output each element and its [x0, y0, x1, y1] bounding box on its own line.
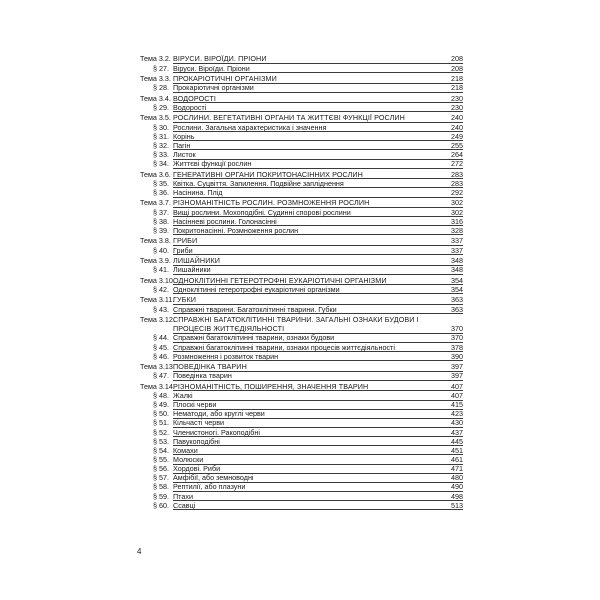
toc-entry-content	[173, 446, 463, 456]
toc-entry-content	[173, 188, 463, 198]
page-reference: 272	[451, 159, 463, 169]
page-reference: 513	[451, 500, 463, 510]
page-reference: 348	[451, 256, 463, 266]
section-title: Жалкі	[173, 391, 193, 401]
toc-entry-content	[173, 123, 463, 133]
toc-entry-content	[173, 492, 463, 502]
section-number: § 43.	[153, 304, 169, 314]
topic-number: Тема 3.13.	[140, 362, 175, 372]
toc-topic-row	[140, 315, 463, 333]
section-number: § 37.	[153, 207, 169, 217]
toc-section-row	[140, 179, 463, 188]
section-title: Хордові. Риби	[173, 464, 221, 474]
toc-entry-content	[173, 226, 463, 236]
toc-section-row	[140, 141, 463, 150]
section-number: § 48.	[153, 391, 169, 401]
page-reference: 337	[451, 236, 463, 246]
section-number: § 54.	[153, 445, 169, 455]
topic-number: Тема 3.8.	[140, 236, 171, 246]
toc-entry-content	[173, 198, 463, 208]
toc-section-row	[140, 103, 463, 112]
toc-section-row	[140, 455, 463, 464]
section-number: § 34.	[153, 159, 169, 169]
section-title: Вищі рослини. Мохоподібні. Судинні спорові рослини	[173, 207, 351, 217]
toc-entry-content	[173, 464, 463, 474]
toc-entry-content	[173, 343, 463, 353]
topic-title: ЛИШАЙНИКИ	[173, 256, 221, 266]
toc-entry-content	[173, 285, 463, 295]
toc-topic-row	[140, 256, 463, 265]
section-title: Комахи	[173, 445, 198, 455]
toc-section-row	[140, 446, 463, 455]
section-title: Прокаріотичні організми	[173, 83, 254, 93]
page-reference: 430	[451, 418, 463, 428]
section-title: Амфібії, або земноводні	[173, 473, 254, 483]
section-number: § 33.	[153, 149, 169, 159]
toc-entry-content	[173, 208, 463, 218]
section-title: Корінь	[173, 131, 195, 141]
toc-entry-content	[173, 64, 463, 74]
section-number: § 47.	[153, 371, 169, 381]
section-number: § 42.	[153, 284, 169, 294]
table-of-contents	[140, 53, 463, 510]
section-title: Членистоногі. Ракоподібні	[173, 427, 260, 437]
topic-title: ПОВЕДІНКА ТВАРИН	[173, 362, 247, 372]
toc-topic-row	[140, 362, 463, 371]
section-number: § 40.	[153, 245, 169, 255]
page-reference: 292	[451, 187, 463, 197]
toc-section-row	[140, 333, 463, 342]
toc-section-row	[140, 473, 463, 482]
section-title: Плоскі черви	[173, 400, 217, 410]
section-title: Птахи	[173, 491, 193, 501]
section-number: § 46.	[153, 351, 169, 361]
section-number: § 29.	[153, 102, 169, 112]
topic-title: ОДНОКЛІТИННІ ГЕТЕРОТРОФНІ ЕУКАРІОТИЧНІ ОРГАНІЗМИ	[173, 275, 387, 285]
section-title: Одноклітинні гетеротрофні еукаріотичні організми	[173, 284, 340, 294]
toc-entry-content	[173, 113, 463, 123]
toc-section-row	[140, 188, 463, 197]
section-number: § 31.	[153, 131, 169, 141]
toc-entry-content	[173, 352, 463, 362]
page-reference: 354	[451, 275, 463, 285]
section-number: § 49.	[153, 400, 169, 410]
toc-entry-content	[173, 333, 463, 343]
toc-entry-content	[173, 103, 463, 113]
page-reference: 240	[451, 122, 463, 132]
toc-entry-content	[173, 256, 463, 266]
toc-section-row	[140, 492, 463, 501]
toc-entry-content	[173, 141, 463, 151]
toc-entry-content	[173, 382, 463, 392]
toc-entry-content	[173, 315, 463, 334]
section-number: § 27.	[153, 63, 169, 73]
section-title: Життєві функції рослин	[173, 159, 252, 169]
toc-entry-content	[173, 362, 463, 372]
toc-entry-content	[173, 437, 463, 447]
topic-number: Тема 3.4.	[140, 93, 171, 103]
toc-section-row	[140, 159, 463, 168]
section-title: Гриби	[173, 245, 193, 255]
toc-section-row	[140, 265, 463, 274]
toc-topic-row	[140, 74, 463, 83]
section-number: § 44.	[153, 333, 169, 343]
page-reference: 445	[451, 436, 463, 446]
page-reference: 328	[451, 225, 463, 235]
page-reference: 471	[451, 464, 463, 474]
topic-title: ГРИБИ	[173, 236, 198, 246]
topic-number: Тема 3.11.	[140, 295, 175, 305]
section-number: § 41.	[153, 265, 169, 275]
toc-section-row	[140, 123, 463, 132]
page-reference: 363	[451, 304, 463, 314]
toc-entry-content	[173, 83, 463, 93]
toc-entry-content	[173, 473, 463, 483]
topic-number: Тема 3.2.	[140, 54, 171, 64]
toc-topic-row	[140, 236, 463, 245]
toc-section-row	[140, 226, 463, 235]
section-number: § 53.	[153, 436, 169, 446]
page-reference: 283	[451, 178, 463, 188]
page-reference: 370	[451, 333, 463, 343]
toc-topic-row	[140, 295, 463, 304]
toc-section-row	[140, 352, 463, 361]
toc-section-row	[140, 285, 463, 294]
page-reference: 218	[451, 74, 463, 84]
toc-section-row	[140, 391, 463, 400]
page-reference: 451	[451, 445, 463, 455]
toc-section-row	[140, 418, 463, 427]
page-reference: 302	[451, 207, 463, 217]
section-number: § 55.	[153, 455, 169, 464]
section-title: Насінневі рослини. Голонасінні	[173, 216, 277, 226]
page-reference: 480	[451, 473, 463, 483]
page-reference: 378	[451, 342, 463, 352]
section-title: Справжні багатоклітинні тварини, ознаки процесів життєдіяльності	[173, 342, 395, 352]
page-reference: 498	[451, 491, 463, 501]
page-reference: 337	[451, 245, 463, 255]
section-number: § 36.	[153, 187, 169, 197]
toc-section-row	[140, 428, 463, 437]
page-reference: 490	[451, 482, 463, 492]
page-reference: 397	[451, 371, 463, 381]
page-reference: 415	[451, 400, 463, 410]
toc-section-row	[140, 83, 463, 92]
topic-title: ПРОКАРІОТИЧНІ ОРГАНІЗМИ	[173, 74, 277, 84]
toc-entry-content	[173, 159, 463, 169]
section-title: Справжні багатоклітинні тварини, ознаки будови	[173, 333, 335, 343]
section-title: Розмноження і розвиток тварин	[173, 351, 279, 361]
section-number: § 39.	[153, 225, 169, 235]
page-reference: 302	[451, 198, 463, 208]
section-title: Рептилії, або плазуни	[173, 482, 246, 492]
toc-entry-content	[173, 455, 463, 465]
topic-title: ВОДОРОСТІ	[173, 93, 216, 103]
toc-topic-row	[140, 170, 463, 179]
toc-entry-content	[173, 409, 463, 419]
section-title: Поведінка тварин	[173, 371, 232, 381]
section-title: Ссавці	[173, 500, 196, 510]
toc-entry-content	[173, 179, 463, 189]
toc-section-row	[140, 64, 463, 73]
toc-section-row	[140, 371, 463, 380]
toc-section-row	[140, 437, 463, 446]
section-title: Квітка. Суцвіття. Запилення. Подвійне запліднення	[173, 178, 344, 188]
toc-section-row	[140, 464, 463, 473]
toc-entry-content	[173, 236, 463, 246]
section-title: Нематоди, або круглі черви	[173, 409, 265, 419]
page-reference: 363	[451, 295, 463, 305]
toc-section-row	[140, 400, 463, 409]
toc-section-row	[140, 305, 463, 314]
toc-entry-content	[173, 295, 463, 305]
toc-entry-content	[173, 482, 463, 492]
toc-entry-content	[173, 305, 463, 315]
section-number: § 35.	[153, 178, 169, 188]
section-number: § 28.	[153, 83, 169, 93]
page-reference: 407	[451, 381, 463, 391]
toc-entry-content	[173, 170, 463, 180]
page-reference: 208	[451, 54, 463, 64]
section-number: § 59.	[153, 491, 169, 501]
page-reference: 316	[451, 216, 463, 226]
page-reference: 230	[451, 93, 463, 103]
section-number: § 32.	[153, 140, 169, 150]
toc-section-row	[140, 482, 463, 491]
toc-topic-row	[140, 198, 463, 207]
toc-section-row	[140, 409, 463, 418]
toc-entry-content	[173, 276, 463, 286]
topic-number: Тема 3.5.	[140, 113, 171, 123]
page-reference: 240	[451, 113, 463, 123]
section-number: § 60.	[153, 500, 169, 510]
section-title: Рослини. Загальна характеристика і значення	[173, 122, 327, 132]
page-reference: 461	[451, 455, 463, 464]
toc-section-row	[140, 132, 463, 141]
page-reference: 407	[451, 391, 463, 401]
toc-topic-row	[140, 276, 463, 285]
page-reference: 348	[451, 265, 463, 275]
page-reference: 370	[451, 324, 463, 334]
topic-title: ВІРУСИ. ВІРОЇДИ. ПРІОНИ	[173, 54, 267, 64]
page-number: 4	[137, 547, 142, 556]
page-reference: 354	[451, 284, 463, 294]
section-title: Водорості	[173, 102, 207, 112]
topic-title: ГУБКИ	[173, 295, 197, 305]
section-number: § 57.	[153, 473, 169, 483]
toc-section-row	[140, 208, 463, 217]
section-title: Кільчасті черви	[173, 418, 225, 428]
page-reference: 208	[451, 63, 463, 73]
toc-entry-content	[173, 150, 463, 160]
toc-topic-row	[140, 94, 463, 103]
section-title: Павукоподібні	[173, 436, 220, 446]
topic-number: Тема 3.14.	[140, 381, 175, 391]
page-reference: 249	[451, 131, 463, 141]
topic-number: Тема 3.12.	[140, 315, 175, 325]
topic-number: Тема 3.10.	[140, 275, 175, 285]
page-reference: 390	[451, 351, 463, 361]
toc-entry-content	[173, 94, 463, 104]
toc-entry-content	[173, 74, 463, 84]
topic-title: РОСЛИНИ. ВЕГЕТАТИВНІ ОРГАНИ ТА ЖИТТЄВІ ФУНКЦІЇ РОСЛИН	[173, 113, 405, 123]
toc-section-row	[140, 150, 463, 159]
toc-entry-content	[173, 54, 463, 64]
toc-entry-content	[173, 501, 463, 511]
topic-title: ГЕНЕРАТИВНІ ОРГАНИ ПОКРИТОНАСІННИХ РОСЛИН	[173, 169, 363, 179]
toc-entry-content	[173, 246, 463, 256]
page-reference: 437	[451, 427, 463, 437]
topic-title: РІЗНОМАНІТНІСТЬ, ПОШИРЕННЯ, ЗНАЧЕННЯ ТВАРИН	[173, 381, 369, 391]
section-title: Справжні тварини. Багатоклітинні тварини. Губки	[173, 304, 337, 314]
toc-entry-content	[173, 400, 463, 410]
toc-entry-content	[173, 265, 463, 275]
toc-topic-row	[140, 113, 463, 122]
page-reference: 423	[451, 409, 463, 419]
section-number: § 45.	[153, 342, 169, 352]
toc-section-row	[140, 246, 463, 255]
toc-topic-row	[140, 54, 463, 63]
topic-number: Тема 3.7.	[140, 198, 171, 208]
section-title: Молюски	[173, 455, 204, 464]
toc-entry-content	[173, 418, 463, 428]
section-number: § 58.	[153, 482, 169, 492]
section-title: Пагін	[173, 140, 191, 150]
toc-topic-row	[140, 382, 463, 391]
page-reference: 283	[451, 169, 463, 179]
section-number: § 52.	[153, 427, 169, 437]
toc-entry-content	[173, 132, 463, 142]
section-title: Віруси. Віроїди. Пріони	[173, 63, 250, 73]
section-number: § 30.	[153, 122, 169, 132]
toc-entry-content	[173, 217, 463, 227]
section-title: Покритонасінні. Розмноження рослин	[173, 225, 299, 235]
toc-section-row	[140, 217, 463, 226]
toc-entry-content	[173, 428, 463, 438]
topic-number: Тема 3.9.	[140, 256, 171, 266]
page-reference: 218	[451, 83, 463, 93]
section-number: § 38.	[153, 216, 169, 226]
topic-number: Тема 3.3.	[140, 74, 171, 84]
topic-title: СПРАВЖНІ БАГАТОКЛІТИННІ ТВАРИНИ. ЗАГАЛЬНІ ОЗНАКИ БУДОВИ І ПРОЦЕСІВ ЖИТТЄДІЯЛЬНОСТІ	[173, 315, 419, 334]
topic-title: РІЗНОМАНІТНІСТЬ РОСЛИН. РОЗМНОЖЕННЯ РОСЛИН	[173, 198, 370, 208]
page-reference: 397	[451, 362, 463, 372]
toc-section-row	[140, 501, 463, 510]
topic-number: Тема 3.6.	[140, 169, 171, 179]
section-title: Насінина. Плід	[173, 187, 223, 197]
section-number: § 51.	[153, 418, 169, 428]
section-title: Листок	[173, 149, 196, 159]
toc-entry-content	[173, 371, 463, 381]
toc-entry-content	[173, 391, 463, 401]
page-reference: 264	[451, 149, 463, 159]
section-number: § 50.	[153, 409, 169, 419]
page-reference: 230	[451, 102, 463, 112]
toc-section-row	[140, 343, 463, 352]
section-number: § 56.	[153, 464, 169, 474]
section-title: Лишайники	[173, 265, 211, 275]
page-reference: 255	[451, 140, 463, 150]
